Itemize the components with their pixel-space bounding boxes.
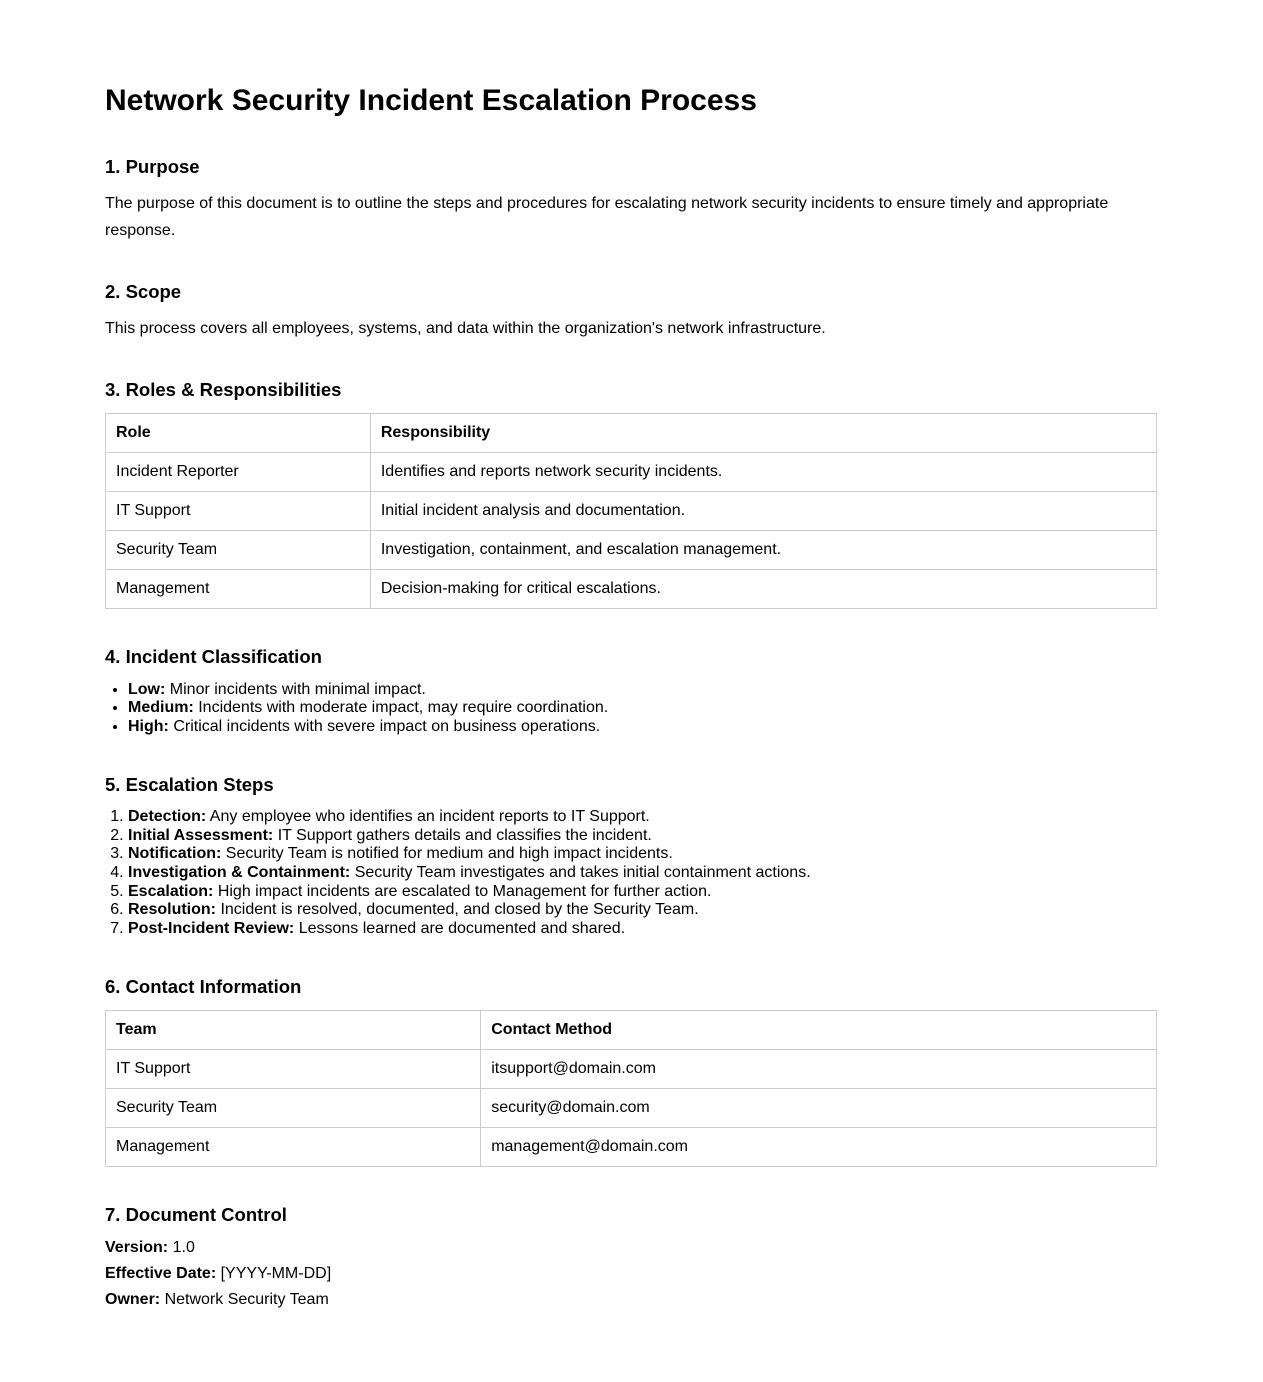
table-row (106, 1128, 1157, 1167)
team-cell: Management (106, 1128, 481, 1167)
list-item (128, 808, 1157, 827)
item-label: Post-Incident Review: (128, 920, 295, 938)
heading-contact: 6. Contact Information (105, 975, 302, 997)
field-label: Version: (105, 1239, 169, 1257)
roles-table (105, 413, 1157, 609)
field-value: Network Security Team (164, 1291, 329, 1309)
responsibility-cell: Initial incident analysis and documentation. (370, 492, 1156, 531)
item-label: Initial Assessment: (128, 826, 274, 844)
table-row (106, 1089, 1157, 1128)
responsibility-cell: Investigation, containment, and escalation management. (370, 531, 1156, 570)
list-item (128, 827, 1157, 846)
list-item (128, 864, 1157, 883)
responsibility-cell: Decision-making for critical escalations. (370, 570, 1156, 609)
contact-method-cell: itsupport@domain.com (481, 1050, 1157, 1089)
list-item (128, 681, 1157, 700)
item-label: Low: (128, 680, 166, 698)
roles-header-row (106, 414, 1157, 453)
item-text: Incidents with moderate impact, may require coordination. (198, 699, 609, 717)
roles-col-role: Role (106, 414, 371, 453)
contact-col-team: Team (106, 1011, 481, 1050)
item-text: Lessons learned are documented and shared. (298, 920, 626, 938)
list-item (128, 901, 1157, 920)
heading-scope: 2. Scope (105, 280, 182, 302)
item-text: Security Team investigates and takes initial containment actions. (354, 864, 811, 882)
item-label: Medium: (128, 699, 194, 717)
effective-date-field (105, 1264, 1157, 1283)
heading-escalation: 5. Escalation Steps (105, 773, 274, 795)
item-label: Investigation & Containment: (128, 864, 351, 882)
team-cell: Security Team (106, 1089, 481, 1128)
heading-roles: 3. Roles & Responsibilities (105, 379, 342, 401)
contact-header-row (106, 1011, 1157, 1050)
contact-method-cell: security@domain.com (481, 1089, 1157, 1128)
field-label: Effective Date: (105, 1265, 217, 1283)
responsibility-cell: Identifies and reports network security incidents. (370, 453, 1156, 492)
list-item (128, 718, 1157, 737)
version-field (105, 1238, 1157, 1257)
role-cell: IT Support (106, 492, 371, 531)
item-label: Notification: (128, 845, 222, 863)
table-row (106, 492, 1157, 531)
field-value: 1.0 (172, 1239, 195, 1257)
classification-list (105, 681, 1157, 737)
item-label: High: (128, 717, 169, 735)
purpose-paragraph: The purpose of this document is to outline the steps and procedures for escalating network security incidents to ensure timely and appropriate response. (105, 194, 1109, 239)
role-cell: Security Team (106, 531, 371, 570)
list-item (128, 845, 1157, 864)
item-text: Minor incidents with minimal impact. (169, 680, 426, 698)
table-row (106, 453, 1157, 492)
role-cell: Incident Reporter (106, 453, 371, 492)
roles-col-responsibility: Responsibility (370, 414, 1156, 453)
item-text: Critical incidents with severe impact on business operations. (173, 717, 601, 735)
contact-col-method: Contact Method (481, 1011, 1157, 1050)
scope-paragraph: This process covers all employees, systems, and data within the organization's network infrastructure. (105, 320, 826, 338)
item-text: Security Team is notified for medium and high impact incidents. (225, 845, 673, 863)
table-row (106, 1050, 1157, 1089)
field-label: Owner: (105, 1291, 161, 1309)
table-row (106, 570, 1157, 609)
item-text: Any employee who identifies an incident reports to IT Support. (209, 807, 650, 825)
item-label: Detection: (128, 807, 207, 825)
item-text: IT Support gathers details and classifies the incident. (277, 826, 652, 844)
team-cell: IT Support (106, 1050, 481, 1089)
item-label: Resolution: (128, 901, 216, 919)
field-value: [YYYY-MM-DD] (220, 1265, 332, 1283)
document-title: Network Security Incident Escalation Process (105, 84, 757, 117)
heading-document-control: 7. Document Control (105, 1204, 287, 1226)
table-row (106, 531, 1157, 570)
escalation-steps-list (105, 808, 1157, 939)
list-item (128, 883, 1157, 902)
list-item (128, 699, 1157, 718)
item-label: Escalation: (128, 882, 214, 900)
role-cell: Management (106, 570, 371, 609)
item-text: High impact incidents are escalated to Management for further action. (217, 882, 712, 900)
list-item (128, 920, 1157, 939)
contact-method-cell: management@domain.com (481, 1128, 1157, 1167)
contact-table (105, 1010, 1157, 1167)
heading-purpose: 1. Purpose (105, 155, 200, 177)
item-text: Incident is resolved, documented, and closed by the Security Team. (220, 901, 699, 919)
heading-classification: 4. Incident Classification (105, 646, 322, 668)
